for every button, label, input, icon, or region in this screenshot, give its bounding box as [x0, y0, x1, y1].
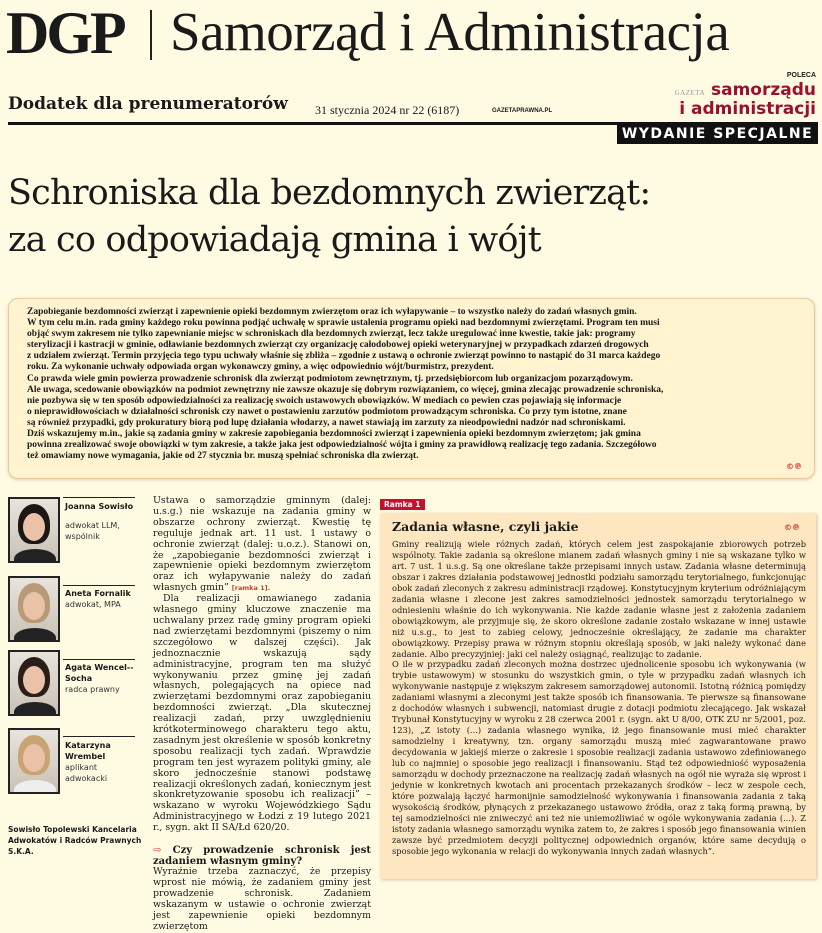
edition-badge: WYDANIE SPECJALNE	[617, 124, 818, 144]
author-divider	[63, 497, 135, 498]
issue-date: 31 stycznia 2024 nr 22 (6187)	[315, 103, 460, 117]
lead-line: Dziś wskazujemy m.in., jakie są zadania gminy w zakresie zapobiegania bezdomności zwierząt i zapewnienia opieki bezdomnym zwierzętom; jak gmina	[27, 429, 641, 440]
author-name: Katarzyna Wrembel	[65, 741, 111, 761]
copyright-mark: ©℗	[786, 461, 802, 471]
article-paragraph: Wyraźnie trzeba zaznaczyć, że przepisy wprost nie mówią, że zadaniem gminy jest prowadzenie schronisk. Zadaniem wskazanym w ustawie o ochronie zwierząt jest zapewnienie opieki bezdomnym zwierzętom	[153, 866, 371, 932]
author-role: adwokat, MPA	[65, 600, 121, 609]
brand-line2: i administracji	[679, 99, 816, 119]
recommends-label: POLECA	[786, 72, 816, 79]
brand-logo	[675, 82, 816, 117]
sidebar-paragraph: Gminy realizują wiele różnych zadań, których celem jest zaspokajanie zbiorowych potrzeb wspólnoty. Takie zadania są określone mianem zadań własnych gminy i nie są wskazane tylko w art. 7 ust. 1 u.s.g. Są one określane także przepisami innych ustaw. Zadania własne determinują obszar i zakres działania podstawowej jednostki podziału samorządu terytorialnego, funkcjonując obok zadań zleconych z zakresu administracji rządowej. Konstytucyjnym kryterium odróżniającym zadania własne i zlecone jest zakres samodzielności jednostek samorządu terytorialnego w odniesieniu właśnie do ich wykonywania. Nie każde zadanie własne jest z założenia zadaniem obowiązkowym, ale przyjmuje się, że skoro określone zadanie zostało wskazane w innej ustawie niż u.s.g., to jest to zabieg celowy, jednocześnie określający, że zadanie ma charakter obowiązkowy. Przepisy prawa w różnym stopniu określają sposób, w jaki należy wykonać dane zadanie. Albo precyzyjniej: jaki cel należy osiągnąć, realizując to zadanie.	[392, 539, 806, 659]
author-info	[65, 740, 127, 784]
lead-line: też omawiamy nowe wymagania, jakie od 27 stycznia br. muszą spełniać schroniska dla zwierząt.	[27, 451, 419, 462]
article-column	[153, 496, 371, 933]
site-link[interactable]: GAZETAPRAWNA.PL	[492, 108, 553, 114]
author-photo	[8, 728, 60, 794]
sidebar-box	[380, 513, 816, 879]
article-paragraph: Dla realizacji omawianego zadania własnego gminy kluczowe znaczenie ma uchwalany przez radę gminy program opieki nad zwierzętami bezdomnymi (piszemy o nim szczegółowo w dalszej części). Jak jednoznacznie wskazują sądy administracyjne, program ten ma służyć wykonywaniu przez gminę jej zadań własnych, polegających na opiece nad zwierzętami bezdomnymi oraz zapobieganiu bezdomności zwierząt. „Dla skutecznej realizacji zadań, przy uwzględnieniu krótkoterminowego charakteru tego aktu, zasadnym jest określenie w sposób konkretny sposobu realizacji tych zadań. Wprawdzie program ten jest wyrazem polityki gminy, ale skoro jednocześnie stanowi podstawę realizacji określonych zadań, koniecznym jest skonkretyzowanie sposobu ich realizacji” – wskazano w wyroku Wojewódzkiego Sądu Administracyjnego w Łodzi z 19 lutego 2021 r., sygn. akt II SA/Łd 620/20.	[153, 593, 371, 834]
lead-line: objąć swym zakresem nie tylko zapewnianie miejsc w schroniskach dla bezdomnych zwierząt, lecz także uregulować inne kwestie, takie jak: programy	[27, 329, 636, 340]
author-role: aplikant adwokacki	[65, 763, 108, 783]
author-divider	[63, 585, 135, 586]
arrow-right-icon: ⇨	[153, 845, 162, 857]
lead-line: roku. Za wykonanie uchwały odpowiada organ wykonawczy gminy, a więc odpowiednio wójt/burmistrz, prezydent.	[27, 362, 494, 373]
sidebar-paragraph: O ile w przypadku zadań zleconych można dostrzec ujednolicenie sposobu ich wykonywania (w trybie ustawowym) w stosunku do wszystkich gmin, o tyle w przypadku zadań własnych ich wykonywanie następuje z większym zakresem samorządowej autonomii. Istotną różnicą pomiędzy zadaniami własnymi a zleconymi jest także sposób ich finansowania. Te pierwsze są finansowane z dochodów własnych i subwencji, natomiast drugie z dotacji podmiotu zlecającego. Jak wskazał Trybunał Konstytucyjny w wyroku z 28 czerwca 2001 r. (sygn. akt U 8/00, OTK ZU nr 5/2001, poz. 123), „Z istoty (...) zadania własnego wynika, iż jego finansowanie musi mieć charakter samodzielny i kreatywny, tzn. organy samorządu muszą mieć zagwarantowane prawo decydowania w jakiejś mierze o zakresie i sposobie realizacji zadania ustawowo zdefiniowanego lub co najmniej o sposobie jego realizacji i finansowaniu. Stąd też odpowiedniość wyposażenia samorządu w dochody przeznaczone na realizację zadań własnych na ogół nie wyraża się wprost i jedynie w konkretnych kwotach ani procentach przekazanych środków – lecz w zespole cech, które pozwalają łączyć harmonijnie samodzielność wykonywania i finansowania zadania z taką wysokością środków, płynących z przekazanego ustawowo źródła, oraz z taką formą prawną, by tej samodzielności nie zniweczyć ani też nie uniemożliwiać w ogóle wykonywania zadania (...). Z istoty zadania własnego samorządu wynika zatem to, że zakres i sposób jego finansowania winien zawsze być przedmiotem decyzji politycznej odpowiednich organów, które same decydują o sposobie jego wykonania w relacji do wykonywania innych zadań własnych”.	[392, 659, 806, 856]
subheading-text: Czy prowadzenie schronisk jest zadaniem własnym gminy?	[153, 845, 372, 868]
author-photo	[8, 497, 60, 563]
author-role: radca prawny	[65, 685, 120, 694]
author-name: Joanna Sowisło	[65, 502, 134, 511]
brand-prefix: GAZETA	[674, 89, 706, 97]
author-role: adwokat LLM, wspólnik	[65, 521, 120, 541]
article-paragraph	[153, 496, 371, 594]
author-divider	[63, 659, 135, 660]
author-info	[65, 588, 145, 610]
sidebar-title: Zadania własne, czyli jakie	[392, 519, 579, 534]
ramka-reference-link[interactable]: [ramka 1].	[231, 584, 271, 593]
author-photo	[8, 650, 60, 716]
brand-line1: samorządu	[710, 80, 816, 100]
lead-line: W tym celu m.in. rada gminy każdego roku powinna podjąć uchwałę w sprawie ustalenia programu opieki nad bezdomnymi zwierzętami. Program ten musi	[27, 318, 660, 329]
lead-line: Zapobieganie bezdomności zwierząt i zapewnienie opieki bezdomnym zwierzętom oraz ich wyłapywanie – to wszystko należy do zadań własnych gmin.	[27, 307, 637, 317]
lead-line: z udziałem zwierząt. Termin przyjęcia tego typu uchwały właśnie się zbliża – zgodnie z ustawą o ochronie zwierząt powinno to nastąpić do 31 marca każdego	[27, 351, 661, 362]
author-name: Agata Wencel--Socha	[65, 663, 134, 683]
lead-line: powinna zrealizować swoje obowiązki w tym zakresie, a także jaka jest odpowiedzialność wójta i gminy za prawidłową realizację tego zadania. Szczegółowo	[27, 440, 657, 451]
author-info	[65, 662, 145, 695]
lead-line: sterylizacji i kastracji w gminie, odławianie bezdomnych zwierząt czy organizację całodobowej opieki weterynaryjnej w przypadkach zdarzeń drogowych	[27, 340, 649, 351]
copyright-mark: ©℗	[784, 523, 800, 532]
lead-box	[8, 298, 815, 479]
headline-line1: Schroniska dla bezdomnych zwierząt:	[8, 173, 651, 213]
lead-line: Co prawda wiele gmin powierza prowadzenie schronisk dla zwierząt podmiotom zewnętrznym, tj. przedsiębiorcom lub organizacjom pozarządowym.	[27, 373, 633, 384]
dgp-logo: DGP	[6, 0, 124, 66]
article-text: Ustawa o samorządzie gminnym (dalej: u.s.g.) nie wskazuje na zadania gminy w obszarze ochrony zwierząt. Kwestię tę reguluje jednak art. 11 ust. 1 ustawy o ochronie zwierząt (dalej: u.o.z.). Stanowi on, że „zapobieganie bezdomności zwierząt i zapewnienie opieki bezdomnym zwierzętom oraz ich wyłapywanie należy do zadań własnych gmin”	[153, 495, 371, 594]
author-info	[65, 501, 145, 542]
masthead-title: Samorząd i Administracja	[170, 1, 730, 62]
headline	[8, 170, 650, 264]
supplement-label: Dodatek dla prenumeratorów	[8, 94, 288, 114]
sidebar-tag: Ramka 1	[380, 499, 425, 510]
author-photo	[8, 576, 60, 642]
headline-line2: za co odpowiadają gmina i wójt	[8, 220, 541, 260]
law-firm: Sowisło Topolewski Kancelaria Adwokatów i Radców Prawnych S.K.A.	[8, 825, 142, 856]
lead-line: nie pozbywa się w ten sposób odpowiedzialności za realizację swoich ustawowych obowiązków. W mediach co pewien czas pojawiają się informacje	[27, 395, 622, 406]
masthead-divider	[150, 10, 152, 60]
author-name: Aneta Fornalik	[65, 589, 131, 598]
lead-line: Ale uwaga, scedowanie obowiązków na podmiot zewnętrzny nie zawsze okazuje się dobrym rozwiązaniem, co więcej, gmina zlecając prowadzenie schroniska,	[27, 384, 664, 395]
author-divider	[63, 736, 135, 737]
article-subheading	[153, 845, 371, 867]
lead-line: są również przypadki, gdy prokuratury biorą pod lupę działania włodarzy, a nawet stawiają im zarzuty za nieodpowiedni nadzór nad schroniskami.	[27, 417, 626, 428]
lead-line: o nieprawidłowościach w działalności schronisk czy nawet o postawieniu zarzutów podmiotom prowadzącym schroniska. Co przy tym istotne, znane	[27, 406, 627, 417]
